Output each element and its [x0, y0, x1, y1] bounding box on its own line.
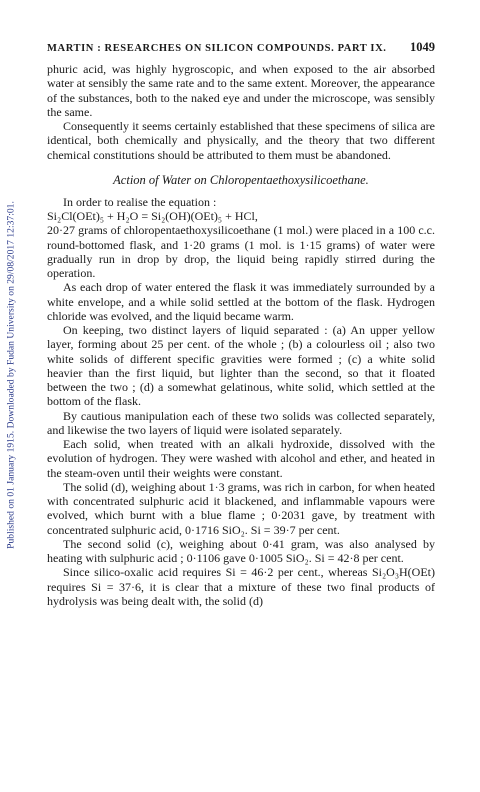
body-text	[47, 62, 435, 608]
paragraph-6: On keeping, two distinct layers of liquid separated : (a) An upper yellow layer, forming about 25 per cent. of the whole ; (b) a colourless oil ; also two white solids of different specific gravities were formed ; (c) a white solid heavier than the first liquid, but lighter than the second, so that it floated between the two ; (d) a somewhat gelatinous, white solid, which settled at the bottom of the flask.	[47, 323, 435, 409]
equation: Si₂Cl(OEt)₅ + H₂O = Si₂(OH)(OEt)₅ + HCl,	[47, 209, 258, 223]
paragraph-1: phuric acid, was highly hygroscopic, and when exposed to the air absorbed water at sensibly the same rate and to the same extent. Moreover, the appearance of the substances, both to the naked eye and under the microscope, was sensibly the same.	[47, 62, 435, 119]
section-heading: Action of Water on Chloropentaethoxysilicoethane.	[113, 172, 369, 187]
running-header	[47, 40, 435, 55]
paragraph-2: Consequently it seems certainly established that these specimens of silica are identical, both chemically and physically, and the theory that two different chemical constitutions should be attributed to them must be abandoned.	[47, 119, 435, 162]
paragraph-4: 20·27 grams of chloropentaethoxysilicoethane (1 mol.) were placed in a 100 c.c. round-bottomed flask, and 1·20 grams (1 mol. is 1·15 grams) of water were gradually run in drop by drop, the liquid being rapidly stirred during the operation.	[47, 223, 435, 280]
page-content	[47, 40, 435, 608]
running-title: MARTIN : RESEARCHES ON SILICON COMPOUNDS. PART IX.	[47, 43, 387, 54]
paragraph-9: The solid (d), weighing about 1·3 grams, was rich in carbon, for when heated with concentrated sulphuric acid it blackened, and inflammable vapours were evolved, which burnt with a blue flame ; 0·2031 gave, by treatment with concentrated sulphuric acid, 0·1716 SiO₂. Si = 39·7 per cent.	[47, 479, 435, 537]
download-watermark	[4, 95, 18, 655]
paragraph-3: In order to realise the equation :	[63, 194, 217, 209]
paragraph-8: Each solid, when treated with an alkali hydroxide, dissolved with the evolution of hydrogen. They were washed with alcohol and ether, and heated in the steam-oven until their weights were constant.	[47, 437, 435, 480]
paragraph-5: As each drop of water entered the flask it was immediately surrounded by a white envelope, and a while solid settled at the bottom of the flask. Hydrogen chloride was evolved, and the liquid became warm.	[47, 280, 435, 323]
download-watermark-text: Published on 01 January 1915. Downloaded by Fudan University on 29/08/2017 12:37:01.	[5, 201, 17, 549]
paragraph-11: Since silico-oxalic acid requires Si = 46·2 per cent., whereas Si₂O₃H(OEt) requires Si = 37·6, it is clear that a mixture of these two final products of hydrolysis was being dealt with, the solid (d)	[47, 565, 435, 608]
paragraph-7: By cautious manipulation each of these two solids was collected separately, and likewise the two layers of liquid were isolated separately.	[47, 408, 435, 437]
page-number: 1049	[410, 40, 435, 54]
paragraph-10: The second solid (c), weighing about 0·41 gram, was also analysed by heating with sulphuric acid ; 0·1106 gave 0·1005 SiO₂. Si = 42·8 per cent.	[47, 536, 435, 565]
